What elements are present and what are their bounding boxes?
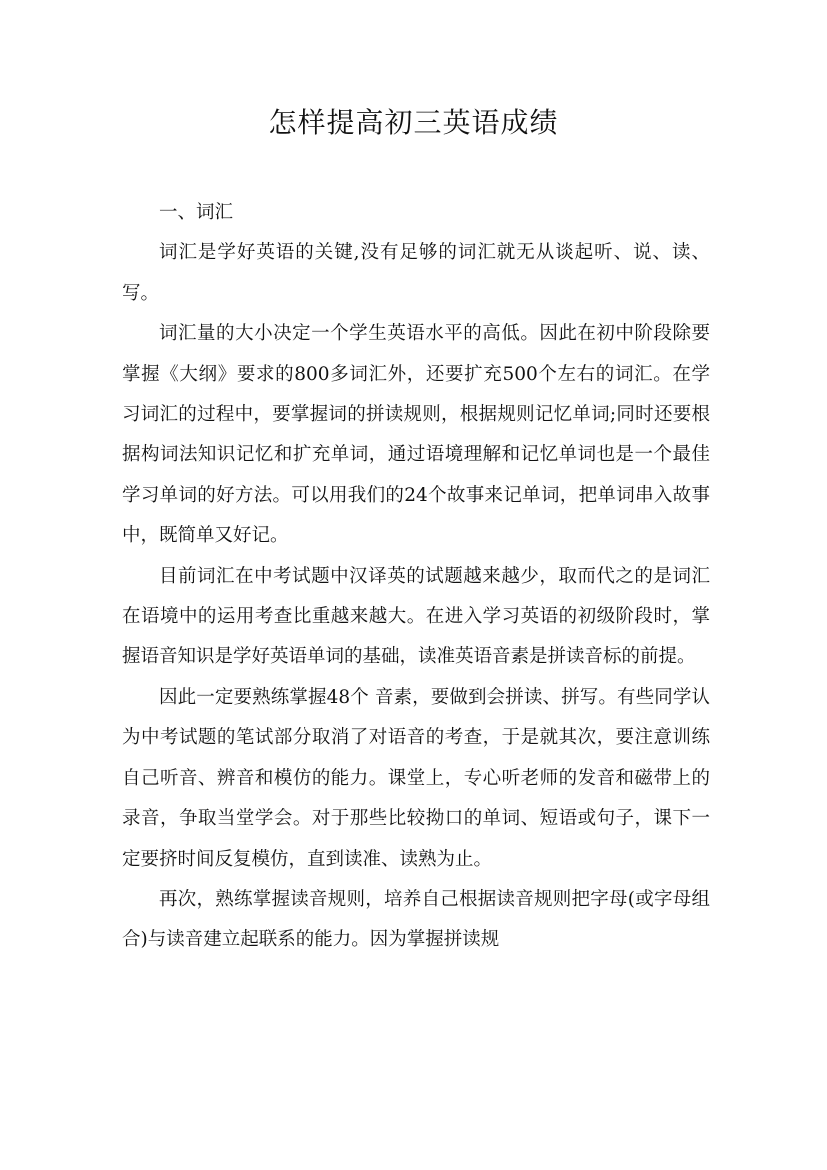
section-heading-vocabulary: 一、词汇 — [159, 202, 234, 223]
document-body — [122, 193, 710, 961]
paragraph-5: 再次，熟练掌握读音规则，培养自己根据读音规则把字母(或字母组合)与读音建立起联系的能力。因为掌握拼读规 — [122, 888, 710, 951]
paragraph-4: 因此一定要熟练掌握48个 音素，要做到会拼读、拼写。有些同学认为中考试题的笔试部分取消了对语音的考查，于是就其次，要注意训练自己听音、辨音和模仿的能力。课堂上，专心听老师的发音和磁带上的录音，争取当堂学会。对于那些比较拗口的单词、短语或句子，课下一定要挤时间反复模仿，直到读准、读熟为止。 — [122, 686, 710, 870]
paragraph-3: 目前词汇在中考试题中汉译英的试题越来越少，取而代之的是词汇在语境中的运用考查比重越来越大。在进入学习英语的初级阶段时，掌握语音知识是学好英语单词的基础，读准英语音素是拼读音标的前提。 — [122, 565, 710, 668]
paragraph-1: 词汇是学好英语的关键,没有足够的词汇就无从谈起听、说、读、写。 — [122, 242, 710, 304]
document-title: 怎样提高初三英语成绩 — [268, 106, 559, 139]
paragraph-2: 词汇量的大小决定一个学生英语水平的高低。因此在初中阶段除要掌握《大纲》要求的800多词汇外，还要扩充500个左右的词汇。在学习词汇的过程中，要掌握词的拼读规则，根据规则记忆单词;同时还要根据构词法知识记忆和扩充单词，通过语境理解和记忆单词也是一个最佳学习单词的好方法。可以用我们的24个故事来记单词，把单词串入故事中，既简单又好记。 — [122, 323, 710, 547]
